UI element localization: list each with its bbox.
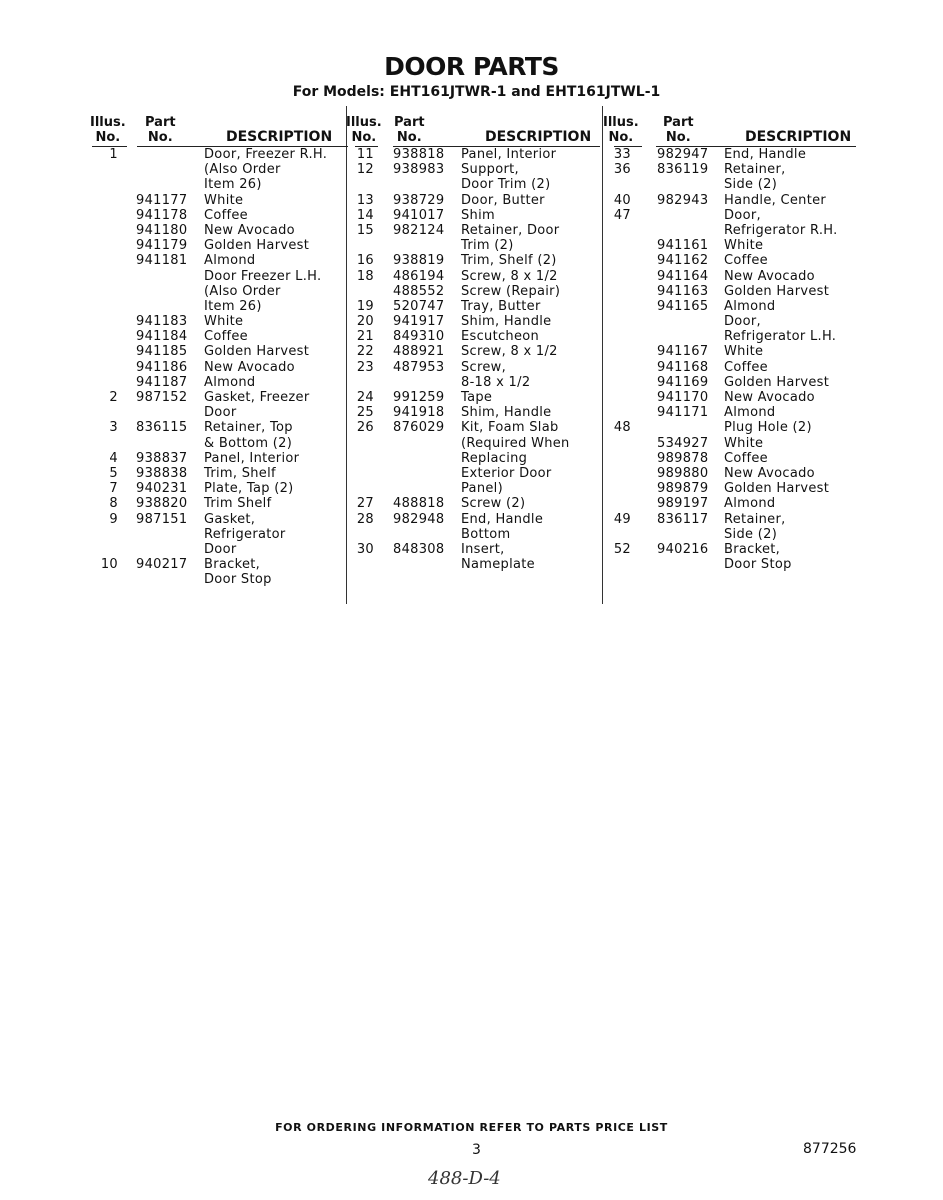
description: Side (2)	[724, 526, 778, 542]
part-no: 941169	[657, 374, 709, 390]
part-no: 941184	[136, 329, 188, 345]
description: Coffee	[724, 450, 768, 466]
illus-no-header: No.	[95, 130, 121, 145]
description: Screw, 8 x 1/2	[461, 268, 558, 284]
description: Bracket,	[204, 557, 261, 573]
description: Door Trim (2)	[461, 177, 551, 193]
description: Plate, Tap (2)	[204, 481, 294, 497]
description: Coffee	[724, 359, 768, 375]
description: Door, Freezer R.H.	[204, 147, 328, 162]
part-no: 987152	[136, 390, 188, 405]
description: White	[724, 435, 764, 451]
column-divider	[602, 106, 603, 604]
description: Screw (2)	[461, 496, 526, 512]
description: Exterior Door	[461, 465, 552, 481]
description: White	[724, 238, 764, 254]
illus-no: 36	[613, 162, 631, 178]
description: Trim, Shelf	[204, 465, 276, 481]
part-no: 941170	[657, 390, 709, 405]
description: Retainer, Top	[204, 420, 293, 436]
description-header: DESCRIPTION	[485, 129, 592, 145]
part-no: 836115	[136, 420, 188, 436]
part-no: 987151	[136, 511, 188, 527]
description: Door	[204, 541, 237, 557]
description: Escutcheon	[461, 329, 540, 345]
part-no: 849310	[393, 329, 445, 345]
description: Door,	[724, 314, 761, 330]
description: End, Handle	[461, 511, 544, 527]
illus-no: 2	[109, 390, 118, 405]
description: New Avocado	[204, 359, 295, 375]
description: Golden Harvest	[204, 238, 310, 254]
header-underline	[355, 146, 378, 147]
description: Trim, Shelf (2)	[461, 253, 557, 269]
document-number: 877256	[803, 1141, 857, 1157]
description: Retainer, Door	[461, 222, 560, 238]
part-no: 487953	[393, 359, 445, 375]
part-no: 941183	[136, 314, 188, 330]
part-no: 836117	[657, 511, 709, 527]
part-no: 876029	[393, 420, 445, 436]
description: White	[724, 344, 764, 360]
part-no: 941187	[136, 374, 188, 390]
illus-no: 12	[356, 162, 374, 178]
illus-no: 24	[356, 390, 374, 405]
header-underline	[614, 146, 642, 147]
handwritten-note: 488-D-4	[428, 1168, 501, 1189]
description: 8-18 x 1/2	[461, 374, 531, 390]
part-no: 991259	[393, 390, 445, 405]
description: Door, Butter	[461, 192, 545, 208]
part-no: 941180	[136, 222, 188, 238]
description: End, Handle	[724, 147, 807, 162]
illus-no-header: No.	[351, 130, 377, 145]
description: Door Freezer L.H.	[204, 268, 322, 284]
description: Golden Harvest	[204, 344, 310, 360]
part-no: 488818	[393, 496, 445, 512]
description: Panel, Interior	[204, 450, 300, 466]
illus-no: 30	[356, 541, 374, 557]
description: Retainer,	[724, 162, 786, 178]
part-no: 982124	[393, 222, 445, 238]
description: (Also Order	[204, 162, 281, 178]
part-no: 938819	[393, 253, 445, 269]
description: Almond	[724, 405, 776, 421]
description: Trim (2)	[461, 238, 514, 254]
illus-no: 13	[356, 192, 374, 208]
part-no: 940231	[136, 481, 188, 497]
description: Tray, Butter	[461, 298, 541, 314]
part-no: 488552	[393, 283, 445, 299]
part-no: 836119	[657, 162, 709, 178]
illus-header: Illus.	[346, 115, 382, 130]
description: Almond	[724, 496, 776, 512]
header-underline	[656, 146, 856, 147]
part-no: 940216	[657, 541, 709, 557]
illus-no: 21	[356, 329, 374, 345]
description: Item 26)	[204, 298, 262, 314]
illus-no: 23	[356, 359, 374, 375]
illus-no: 25	[356, 405, 374, 421]
part-no: 941178	[136, 207, 188, 223]
description: New Avocado	[204, 222, 295, 238]
description: Retainer,	[724, 511, 786, 527]
part-no-header: No.	[147, 130, 173, 145]
part-no: 941164	[657, 268, 709, 284]
part-no: 941163	[657, 283, 709, 299]
part-no-header: No.	[665, 130, 691, 145]
illus-no: 27	[356, 496, 374, 512]
description: New Avocado	[724, 465, 815, 481]
illus-no: 33	[613, 147, 631, 162]
description: Coffee	[724, 253, 768, 269]
part-no: 488921	[393, 344, 445, 360]
page-number: 3	[472, 1142, 481, 1158]
description: Shim, Handle	[461, 405, 552, 421]
description: Shim	[461, 207, 495, 223]
description: Gasket,	[204, 511, 256, 527]
description: Refrigerator	[204, 526, 286, 542]
models-subtitle: For Models: EHT161JTWR-1 and EHT161JTWL-1	[292, 84, 661, 100]
illus-no: 26	[356, 420, 374, 436]
part-no: 938838	[136, 465, 188, 481]
illus-no: 3	[109, 420, 118, 436]
part-no: 941168	[657, 359, 709, 375]
part-no-header: No.	[396, 130, 422, 145]
description-header: DESCRIPTION	[226, 129, 333, 145]
description: White	[204, 192, 244, 208]
description: Item 26)	[204, 177, 262, 193]
illus-no: 20	[356, 314, 374, 330]
description: Tape	[461, 390, 493, 405]
part-header: Part	[145, 115, 176, 130]
illus-no: 16	[356, 253, 374, 269]
part-no: 941167	[657, 344, 709, 360]
page-title: DOOR PARTS	[384, 52, 559, 81]
description: (Also Order	[204, 283, 281, 299]
description: Screw,	[461, 359, 507, 375]
description: Screw (Repair)	[461, 283, 561, 299]
part-no: 938820	[136, 496, 188, 512]
description: Golden Harvest	[724, 374, 830, 390]
part-no: 941165	[657, 298, 709, 314]
description: Gasket, Freezer	[204, 390, 310, 405]
header-underline	[92, 146, 127, 147]
description-header: DESCRIPTION	[745, 129, 852, 145]
description: White	[204, 314, 244, 330]
description: New Avocado	[724, 390, 815, 405]
illus-no: 11	[356, 147, 374, 162]
illus-no: 49	[613, 511, 631, 527]
illus-no: 1	[109, 147, 118, 162]
description: Nameplate	[461, 557, 535, 573]
part-no: 941186	[136, 359, 188, 375]
description: Almond	[204, 253, 256, 269]
part-no: 941918	[393, 405, 445, 421]
description: Side (2)	[724, 177, 778, 193]
illus-no: 15	[356, 222, 374, 238]
illus-no: 19	[356, 298, 374, 314]
illus-header: Illus.	[603, 115, 639, 130]
part-no: 982943	[657, 192, 709, 208]
description: Plug Hole (2)	[724, 420, 812, 436]
illus-no: 47	[613, 207, 631, 223]
illus-no: 28	[356, 511, 374, 527]
description: Bottom	[461, 526, 511, 542]
description: Refrigerator L.H.	[724, 329, 837, 345]
illus-no: 7	[109, 481, 118, 497]
part-no: 941181	[136, 253, 188, 269]
illus-no: 10	[100, 557, 118, 573]
description: Almond	[204, 374, 256, 390]
description: Panel)	[461, 481, 503, 497]
description: Coffee	[204, 329, 248, 345]
illus-no: 5	[109, 465, 118, 481]
header-underline	[137, 146, 348, 147]
illus-no: 22	[356, 344, 374, 360]
illus-no: 14	[356, 207, 374, 223]
description: Door	[204, 405, 237, 421]
description: Refrigerator R.H.	[724, 222, 838, 238]
description: Shim, Handle	[461, 314, 552, 330]
part-no: 941917	[393, 314, 445, 330]
illus-no: 40	[613, 192, 631, 208]
illus-no: 52	[613, 541, 631, 557]
description: & Bottom (2)	[204, 435, 293, 451]
part-no: 989878	[657, 450, 709, 466]
description: Golden Harvest	[724, 283, 830, 299]
description: Handle, Center	[724, 192, 827, 208]
part-no: 982948	[393, 511, 445, 527]
part-no: 938837	[136, 450, 188, 466]
part-no: 938983	[393, 162, 445, 178]
part-no: 989880	[657, 465, 709, 481]
part-no: 982947	[657, 147, 709, 162]
part-no: 941017	[393, 207, 445, 223]
description: New Avocado	[724, 268, 815, 284]
description: Coffee	[204, 207, 248, 223]
part-no: 941177	[136, 192, 188, 208]
illus-no: 18	[356, 268, 374, 284]
ordering-note: FOR ORDERING INFORMATION REFER TO PARTS PRICE LIST	[275, 1121, 668, 1134]
illus-header: Illus.	[90, 115, 126, 130]
illus-no-header: No.	[608, 130, 634, 145]
part-no: 520747	[393, 298, 445, 314]
part-no: 941162	[657, 253, 709, 269]
part-no: 941185	[136, 344, 188, 360]
illus-no: 8	[109, 496, 118, 512]
header-underline	[393, 146, 600, 147]
part-no: 941171	[657, 405, 709, 421]
part-no: 486194	[393, 268, 445, 284]
description: Kit, Foam Slab	[461, 420, 559, 436]
part-no: 989197	[657, 496, 709, 512]
description: Insert,	[461, 541, 505, 557]
illus-no: 4	[109, 450, 118, 466]
description: Support,	[461, 162, 519, 178]
part-header: Part	[394, 115, 425, 130]
part-no: 938818	[393, 147, 445, 162]
description: Door,	[724, 207, 761, 223]
part-no: 941161	[657, 238, 709, 254]
description: Golden Harvest	[724, 481, 830, 497]
part-no: 941179	[136, 238, 188, 254]
part-no: 534927	[657, 435, 709, 451]
part-no: 848308	[393, 541, 445, 557]
part-header: Part	[663, 115, 694, 130]
description: Bracket,	[724, 541, 781, 557]
description: Panel, Interior	[461, 147, 557, 162]
part-no: 938729	[393, 192, 445, 208]
part-no: 989879	[657, 481, 709, 497]
description: Replacing	[461, 450, 528, 466]
description: Almond	[724, 298, 776, 314]
part-no: 940217	[136, 557, 188, 573]
illus-no: 9	[109, 511, 118, 527]
description: (Required When	[461, 435, 570, 451]
description: Screw, 8 x 1/2	[461, 344, 558, 360]
description: Door Stop	[724, 557, 792, 573]
illus-no: 48	[613, 420, 631, 436]
description: Door Stop	[204, 572, 272, 588]
description: Trim Shelf	[204, 496, 272, 512]
